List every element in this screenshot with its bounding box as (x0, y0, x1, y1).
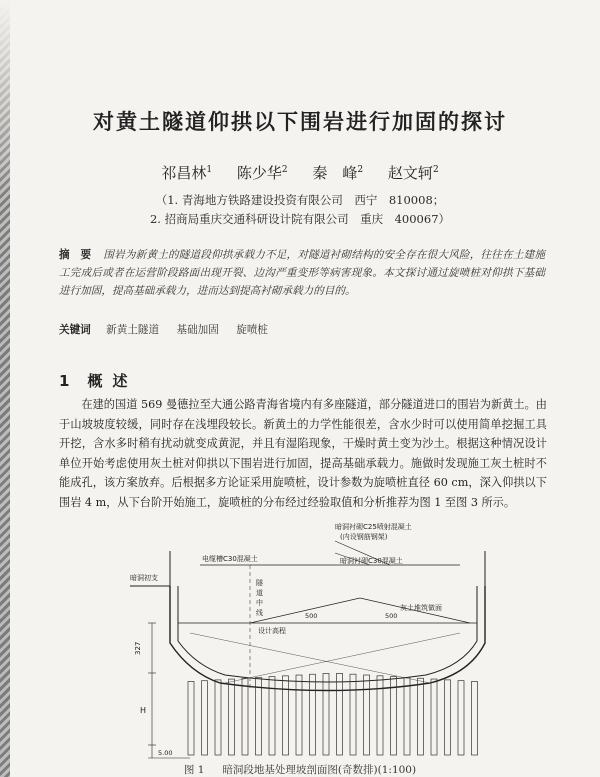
jet-grout-pile (337, 673, 343, 755)
paper-title: 对黄土隧道仰拱以下围岩进行加固的探讨 (93, 110, 507, 134)
author: 秦 峰$^2$ (312, 164, 364, 182)
author-list (0, 162, 600, 183)
jet-grout-pile (458, 681, 464, 755)
affiliation-1: （1. 青海地方铁路建设投资有限公司 西宁 810008； (155, 193, 445, 207)
jet-grout-pile (229, 679, 235, 755)
figure-number: 图 1 (183, 764, 205, 776)
jet-grout-pile (391, 677, 397, 755)
label-slope-left: 500 (305, 612, 318, 620)
jet-grout-pile (418, 678, 424, 755)
keywords-label: 关键词 (59, 324, 91, 336)
jet-grout-pile (404, 677, 410, 755)
label-steel-frame: (内设钢筋钢架) (340, 533, 388, 541)
jet-grout-pile (350, 674, 356, 755)
jet-grout-pile (310, 674, 316, 755)
author: 祁昌林$^1$ (161, 164, 213, 182)
lining-inner (178, 586, 477, 682)
label-shotcrete: 暗洞衬砌C25喷射混凝土 (335, 523, 412, 531)
jet-grout-pile (283, 676, 289, 755)
section-title: 概述 (87, 372, 138, 390)
jet-grout-piles (188, 673, 478, 755)
section-number: 1 (59, 372, 70, 390)
label-cable-trough: 电缆槽C30混凝土 (202, 555, 258, 563)
label-centerline-3: 中 (256, 599, 263, 607)
label-centerline-1: 隧 (256, 579, 263, 587)
label-slope-right: 500 (385, 612, 398, 620)
keyword: 旋喷桩 (236, 324, 269, 336)
jet-grout-pile (242, 678, 248, 755)
label-dimension-h: H (140, 706, 147, 715)
tunnel-section-figure (130, 523, 580, 763)
label-centerline-2: 道 (256, 589, 263, 597)
body-paragraph: 在建的国道 569 曼德拉至大通公路青海省境内有多座隧道，部分隧道进口的围岩为新黄土。由于山坡坡度较缓，同时存在浅埋段较长。新黄土的力学性能很差，含水少时可以使用简单挖掘工具开挖，含水多时稍有扰动就变成黄泥，并且有湿陷现象，干燥时黄土变为沙土。根据这种情况设计单位开始考虑使用灰土桩对仰拱以下围岩进行加固，提高基础承载力。施做时发现施工灰土桩时不能成孔，该方案放弃。后根据多方论证采用旋喷桩，设计参数为旋喷桩直径 60 cm，深入仰拱以下围岩 4 m，从下台阶开始施工，旋喷桩的分布经过经验取值和分析推荐为图 1 至图 3 所示。 (59, 398, 547, 509)
jet-grout-pile (377, 676, 383, 755)
author: 陈少华$^2$ (236, 164, 288, 182)
jet-grout-pile (296, 675, 302, 755)
affiliation-2: 2. 招商局重庆交通科研设计院有限公司 重庆 400067） (149, 212, 451, 226)
abstract (59, 246, 545, 300)
keywords (59, 322, 545, 337)
keyword: 基础加固 (176, 324, 219, 336)
label-dimension-327: 327 (134, 641, 142, 655)
label-primary-support: 暗洞初支 (130, 574, 158, 582)
figure-caption-text: 暗洞段地基处理坡剖面图(奇数排)(1:100) (222, 764, 417, 776)
figure-caption (0, 762, 600, 777)
label-fill: 灰土堆筑做面 (400, 604, 442, 612)
jet-grout-pile (472, 681, 478, 755)
label-dimension-bottom: 5.00 (158, 749, 173, 757)
lining-outer (170, 586, 485, 691)
label-centerline-4: 线 (256, 609, 263, 617)
jet-grout-pile (188, 682, 194, 755)
jet-grout-pile (323, 673, 329, 755)
keyword: 新黄土隧道 (106, 324, 160, 336)
jet-grout-pile (256, 677, 262, 755)
abstract-text: 围岩为新黄土的隧道段仰拱承载力不足，对隧道衬砌结构的安全存在很大风险，往往在土建施工完成后或者在运营阶段路面出现开裂、边沟严重变形等病害现象。本文探讨通过旋喷桩对仰拱下基础进行加固，提高基础承载力，进而达到提高衬砌承载力的目的。 (59, 249, 546, 297)
label-design-level: 设计高程 (258, 627, 286, 635)
author: 赵文轲$^2$ (387, 164, 439, 182)
section-heading (59, 370, 137, 391)
jet-grout-pile (202, 681, 208, 755)
jet-grout-pile (215, 680, 221, 755)
jet-grout-pile (364, 675, 370, 755)
jet-grout-pile (431, 679, 437, 755)
label-lining-concrete: 暗洞衬砌C30混凝土 (340, 557, 403, 565)
abstract-label: 摘 要 (59, 249, 92, 261)
jet-grout-pile (445, 680, 451, 755)
